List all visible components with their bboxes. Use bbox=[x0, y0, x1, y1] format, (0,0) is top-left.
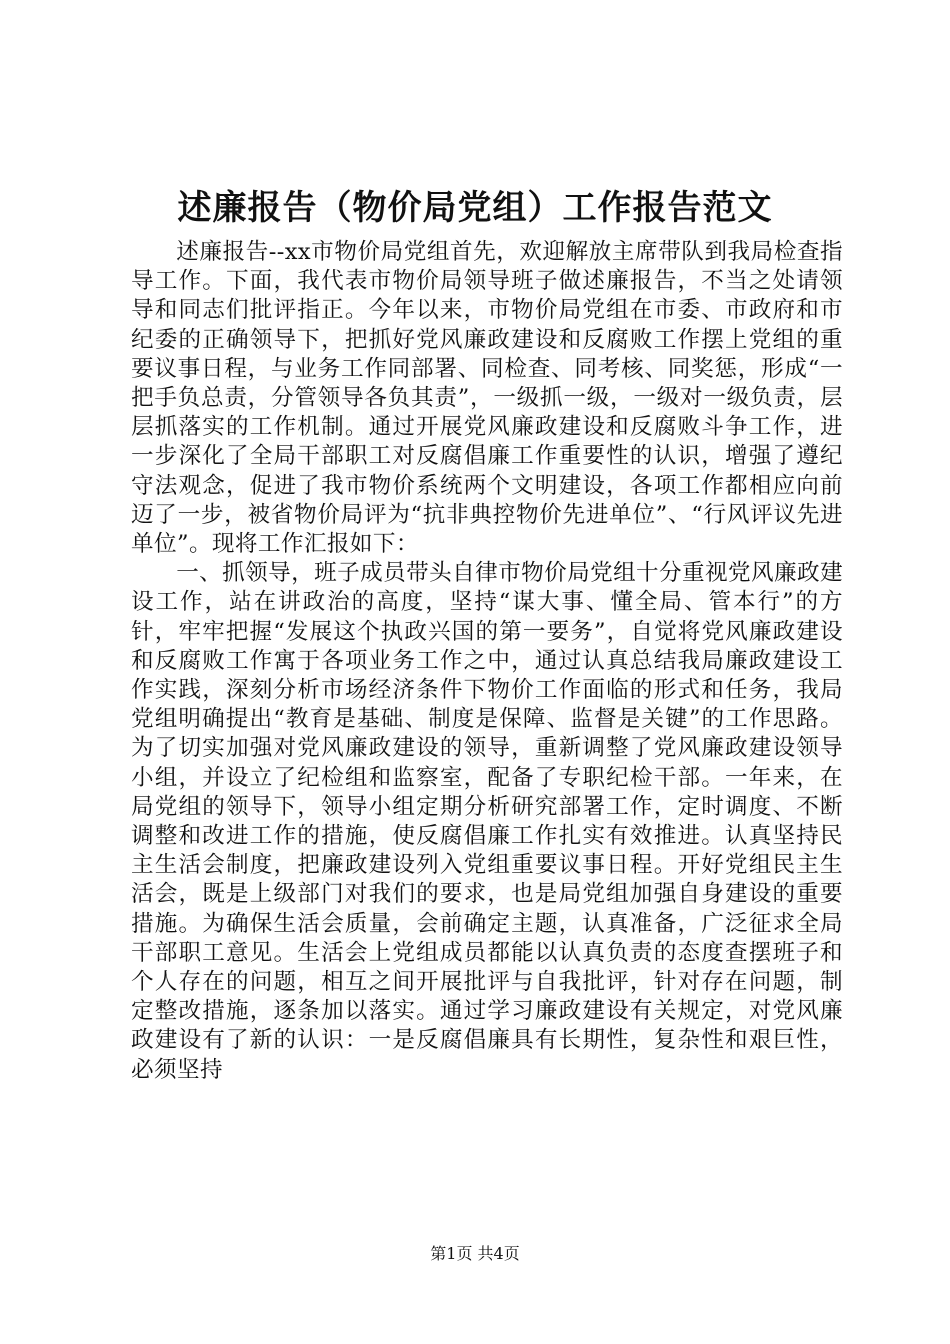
paragraph-intro: 述廉报告--xx市物价局党组首先，欢迎解放主席带队到我局检查指导工作。下面，我代表市物价局领导班子做述廉报告，不当之处请领导和同志们批评指正。今年以来，市物价局党组在市委、市政府和市纪委的正确领导下，把抓好党风廉政建设和反腐败工作摆上党组的重要议事日程，与业务工作同部署、同检查、同考核、同奖惩，形成“一把手负总责，分管领导各负其责”，一级抓一级，一级对一级负责，层层抓落实的工作机制。通过开展党风廉政建设和反腐败斗争工作，进一步深化了全局干部职工对反腐倡廉工作重要性的认识，增强了遵纪守法观念，促进了我市物价系统两个文明建设，各项工作都相应向前迈了一步，被省物价局评为“抗非典控物价先进单位”、“行风评议先进单位”。现将工作汇报如下： bbox=[131, 239, 843, 558]
document-title: 述廉报告（物价局党组）工作报告范文 bbox=[177, 188, 773, 228]
paragraph-section-one: 一、抓领导，班子成员带头自律市物价局党组十分重视党风廉政建设工作，站在讲政治的高度，坚持“谋大事、懂全局、管本行”的方针，牢牢把握“发展这个执政兴国的第一要务”，自觉将党风廉政建设和反腐败工作寓于各项业务工作之中，通过认真总结我局廉政建设工作实践，深刻分析市场经济条件下物价工作面临的形式和任务，我局党组明确提出“教育是基础、制度是保障、监督是关键”的工作思路。为了切实加强对党风廉政建设的领导，重新调整了党风廉政建设领导小组，并设立了纪检组和监察室，配备了专职纪检干部。一年来，在局党组的领导下，领导小组定期分析研究部署工作，定时调度、不断调整和改进工作的措施，使反腐倡廉工作扎实有效推进。认真坚持民主生活会制度，把廉政建设列入党组重要议事日程。开好党组民主生活会，既是上级部门对我们的要求，也是局党组加强自身建设的重要措施。为确保生活会质量，会前确定主题，认真准备，广泛征求全局干部职工意见。生活会上党组成员都能以认真负责的态度查摆班子和个人存在的问题，相互之间开展批评与自我批评，针对存在问题，制定整改措施，逐条加以落实。通过学习廉政建设有关规定，对党风廉政建设有了新的认识：一是反腐倡廉具有长期性，复杂性和艰巨性，必须坚持 bbox=[131, 560, 844, 1083]
document-body bbox=[131, 238, 843, 1085]
page-number-footer: 第1页 共4页 bbox=[430, 1244, 520, 1263]
